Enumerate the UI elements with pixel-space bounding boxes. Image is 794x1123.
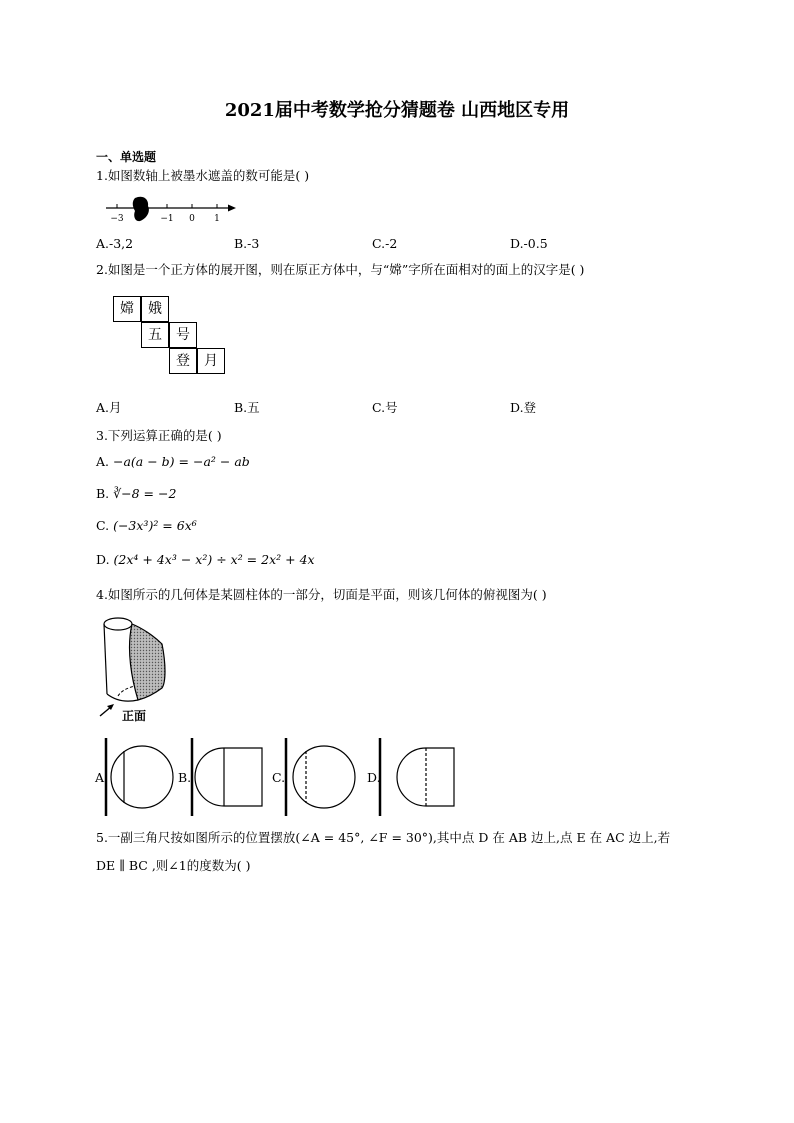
option-label: C. xyxy=(96,518,110,533)
q3-stem: 3.下列运算正确的是( ) xyxy=(96,428,222,443)
q3-option-a[interactable] xyxy=(96,454,250,469)
option-a-view xyxy=(104,738,176,818)
net-cell: 五 xyxy=(141,322,169,348)
option-label: A. xyxy=(95,770,109,785)
q4-solid-figure xyxy=(94,610,184,728)
q2-option-d[interactable]: D.登 xyxy=(510,400,537,415)
net-cell: 号 xyxy=(169,322,197,348)
q5-stem-line1: 5.一副三角尺按如图所示的位置摆放(∠A = 45°, ∠F = 30°),其中点 D 在 AB 边上,点 E 在 AC 边上,若 xyxy=(96,830,671,845)
option-expression: (2x⁴ + 4x³ − x²) ÷ x² = 2x² + 4x xyxy=(113,552,315,567)
axis-label: 0 xyxy=(189,214,195,224)
option-c-view xyxy=(284,738,356,818)
axis-label: −1 xyxy=(160,214,174,224)
option-expression: −a(a − b) = −a² − ab xyxy=(113,454,250,469)
axis-label: 1 xyxy=(214,214,220,224)
q3-option-b[interactable] xyxy=(96,486,176,501)
q2-option-b[interactable]: B.五 xyxy=(234,400,260,415)
q5-stem-line2: DE ∥ BC ,则∠1的度数为( ) xyxy=(96,858,251,873)
option-label: A. xyxy=(96,454,110,469)
q3-option-c[interactable] xyxy=(96,518,197,533)
q1-option-a[interactable]: A.-3,2 xyxy=(96,236,134,251)
option-label: B. xyxy=(96,486,110,501)
q1-option-b[interactable]: B.-3 xyxy=(234,236,260,251)
net-cell: 月 xyxy=(197,348,225,374)
option-d-view xyxy=(378,738,458,818)
section-heading: 一、单选题 xyxy=(96,150,157,164)
net-cell: 嫦 xyxy=(113,296,141,322)
page-title: 2021届中考数学抢分猜题卷 山西地区专用 xyxy=(224,100,570,121)
option-label: B. xyxy=(178,770,192,785)
q1-option-d[interactable]: D.-0.5 xyxy=(510,236,548,251)
option-label: D. xyxy=(96,552,110,567)
net-cell: 娥 xyxy=(141,296,169,322)
option-label: C. xyxy=(272,770,286,785)
net-cell: 登 xyxy=(169,348,197,374)
option-label: D. xyxy=(367,770,381,785)
q4-stem: 4.如图所示的几何体是某圆柱体的一部分，切面是平面，则该几何体的俯视图为( ) xyxy=(96,587,547,602)
front-label: 正面 xyxy=(122,709,147,723)
option-b-view xyxy=(190,738,266,818)
ink-blot xyxy=(133,197,149,221)
q2-option-c[interactable]: C.号 xyxy=(372,400,398,415)
q2-option-a[interactable]: A.月 xyxy=(96,400,122,415)
q1-stem: 1.如图数轴上被墨水遮盖的数可能是( ) xyxy=(96,168,310,183)
q1-option-c[interactable]: C.-2 xyxy=(372,236,398,251)
option-expression: (−3x³)² = 6x⁶ xyxy=(113,518,197,533)
option-expression: ∛−8 = −2 xyxy=(113,486,177,501)
q2-stem: 2.如图是一个正方体的展开图，则在原正方体中，与“嫦”字所在面相对的面上的汉字是( ) xyxy=(96,262,585,277)
axis-label: −3 xyxy=(110,214,124,224)
q1-number-line xyxy=(100,194,240,226)
q3-option-d[interactable] xyxy=(96,552,315,567)
